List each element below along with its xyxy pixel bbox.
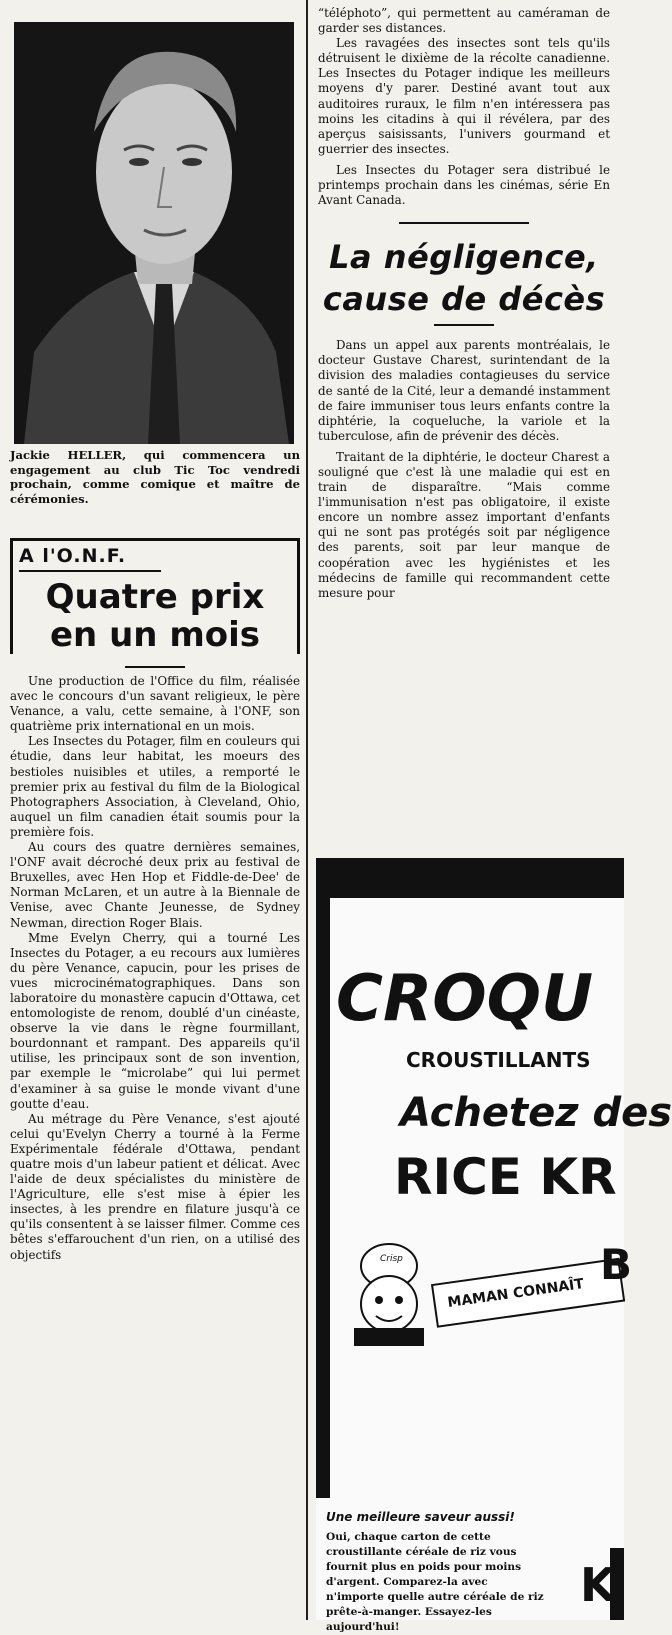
article-paragraph: Au métrage du Père Venance, s'est ajouté celui qu'Evelyn Cherry a tourné à la Ferme Expérimentale fédérale d'Ottawa, pendant quatre mois d'un labeur patient et délicat. Avec l'aide de deux spécialistes du ministère de l'Agriculture, elle s'est mise à épier les insectes, à les prendre en filature jusqu'à ce qu'ils consentent à se laisser filmer. Comme ces bêtes s'effarouchent d'un rien, on a utilisé des objectifs bbox=[10, 1111, 300, 1262]
ad-rice-kr: RICE KR bbox=[394, 1148, 617, 1206]
headline-rule bbox=[125, 666, 185, 668]
mascot-cap-label: Crisp bbox=[380, 1254, 403, 1264]
ad-banner bbox=[431, 1258, 625, 1328]
portrait-image bbox=[14, 22, 294, 444]
article-paragraph: Les Insectes du Potager, film en couleurs qui étudie, dans leur habitat, les moeurs des bestioles nuisibles et utiles, a remporté le premier prix au festival du film de la Biological Photographers Association, à Cleveland, Ohio, auquel un film canadien était soumis pour la première fois. bbox=[10, 734, 300, 839]
deces-headline bbox=[318, 236, 610, 320]
photo-caption: Jackie HELLER, qui commencera un engagement au club Tic Toc vendredi prochain, comme comique et maître de cérémonies. bbox=[10, 448, 300, 506]
article-kicker: A l'O.N.F. bbox=[19, 545, 127, 567]
section-rule bbox=[399, 222, 529, 224]
onf-article bbox=[10, 538, 300, 1263]
continued-paragraph: Les Insectes du Potager sera distribué le printemps prochain dans les cinémas, série En Avant Canada. bbox=[318, 162, 610, 208]
deces-headline-line-1: La négligence, bbox=[329, 238, 599, 277]
headline-line-1: Quatre prix bbox=[45, 577, 265, 617]
ad-side-initial: K bbox=[580, 1558, 616, 1612]
continued-paragraph: Les ravagées des insectes sont tels qu'ils détruisent le dixième de la récolte canadienne. Les Insectes du Potager indique les meilleurs moyens d'y parer. Destiné avant tout aux auditoires ruraux, le film n'en intéressera pas moins les citadins à qui il révélera, par des aperçus saisissants, l'univers gourmand et guerrier des insectes. bbox=[318, 36, 610, 156]
ad-banner-text: MAMAN CONNAÎT bbox=[446, 1276, 585, 1311]
ad-achetez: Achetez des bbox=[400, 1090, 672, 1136]
ad-body-text: Oui, chaque carton de cette croustillante céréale de riz vous fournit plus en poids pour moins d'argent. Comparez-la avec n'importe quelle autre céréale de riz prête-à-manger. Essayez-les aujourd'hui! bbox=[326, 1531, 544, 1633]
deces-paragraph: Dans un appel aux parents montréalais, le docteur Gustave Charest, surintendant de la division des maladies contagieuses du service de santé de la Cité, leur a demandé instamment de faire immuniser tous leurs enfants contre la diphtérie, la coqueluche, la variole et la tuberculose, afin de prévenir des décès. bbox=[318, 338, 610, 443]
ad-croustillants: CROUSTILLANTS bbox=[406, 1048, 591, 1072]
right-column bbox=[312, 0, 614, 601]
deces-headline-line-2: cause de décès bbox=[322, 280, 606, 319]
continued-paragraph: “téléphoto”, qui permettent au caméraman de garder ses distances. bbox=[318, 6, 610, 36]
ad-banner-initial: B bbox=[600, 1240, 633, 1289]
deces-paragraph: Traitant de la diphtérie, le docteur Charest a souligné que c'est là une maladie qui est en train de disparaître. “Mais comme l'immunisation n'est pas obligatoire, il existe encore un nombre assez important d'enfants qui ne sont pas protégés soit par négligence des parents, soit par leur manque de coopération avec les hygiénistes et les médecins de famille qui recommandent cette mesure pour bbox=[318, 449, 610, 600]
ad-panel bbox=[330, 898, 672, 1548]
ad-copy-panel bbox=[316, 1498, 616, 1633]
kicker-underline bbox=[19, 570, 161, 572]
ad-body-title: Une meilleure saveur aussi! bbox=[326, 1510, 515, 1524]
article-paragraph: Une production de l'Office du film, réalisée avec le concours d'un savant religieux, le père Venance, a valu, cette semaine, à l'ONF, son quatrième prix international en un mois. bbox=[10, 674, 300, 734]
rice-krispies-ad bbox=[316, 858, 672, 1633]
headline-box bbox=[10, 541, 300, 654]
column-divider bbox=[306, 0, 308, 1620]
snap-mascot-icon bbox=[334, 1236, 444, 1346]
portrait-photo bbox=[14, 22, 294, 444]
article-paragraph: Mme Evelyn Cherry, qui a tourné Les Insectes du Potager, a eu recours aux lumières du père Venance, capucin, pour les prises de vues microcinématographiques. Dans son laboratoire du monastère capucin d'Ottawa, cet entomologiste de renom, doublé d'un cinéaste, observe la vie dans le règne fourmillant, bourdonnant et rampant. Des appareils qu'il utilise, les principaux sont de son invention, par exemple le “microlabe” qui lui permet d'examiner à sa guise le monde vivant d'une goutte d'eau. bbox=[10, 930, 300, 1111]
article-headline bbox=[19, 578, 291, 654]
article-paragraph: Au cours des quatre dernières semaines, l'ONF avait décroché deux prix au festival de Bruxelles, avec Hen Hop et Fiddle-de-Dee' de Norman McLaren, et un autre à la Biennale de Venise, avec Chante Jeunesse, de Sydney Newman, direction Roger Blais. bbox=[10, 840, 300, 930]
ad-headline-croqu: CROQU bbox=[336, 962, 594, 1036]
headline-line-2: en un mois bbox=[49, 615, 261, 655]
deces-headline-rule bbox=[434, 324, 494, 326]
